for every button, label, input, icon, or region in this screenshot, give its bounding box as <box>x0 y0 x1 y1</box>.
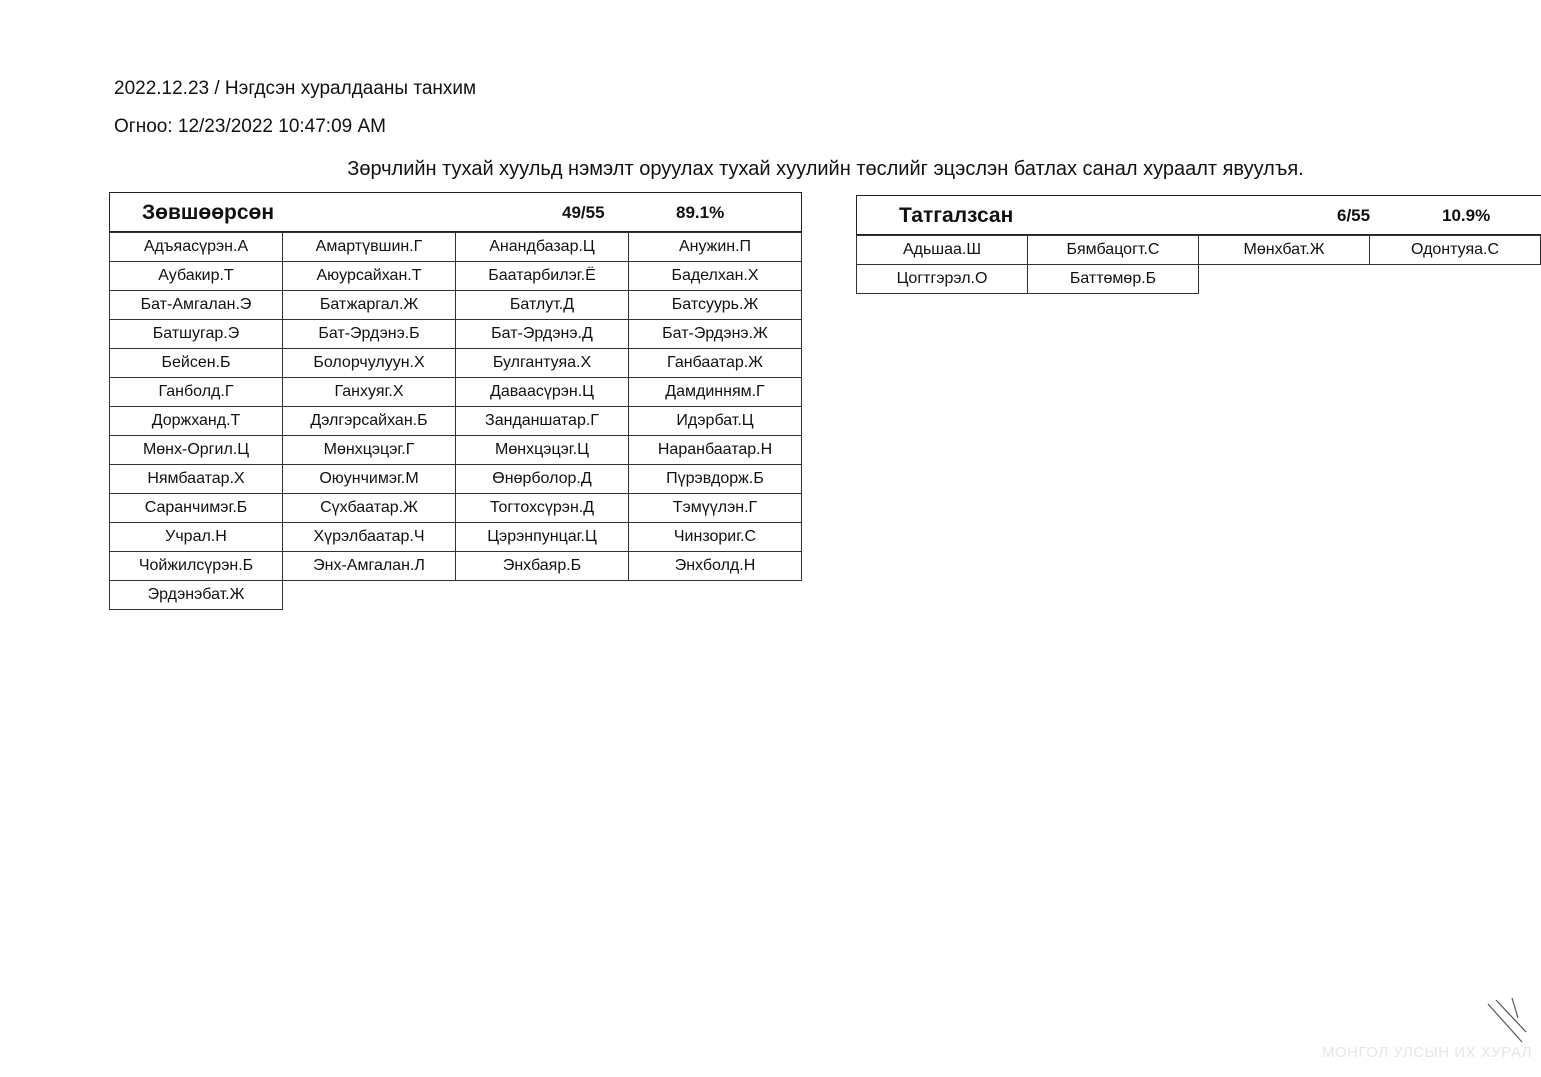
member-name: Бат-Эрдэнэ.Ж <box>629 320 802 349</box>
member-name: Дэлгэрсайхан.Б <box>283 407 456 436</box>
member-name: Идэрбат.Ц <box>629 407 802 436</box>
no-vote-header <box>856 195 1541 235</box>
table-row <box>110 523 802 552</box>
member-name: Мөнхцэцэг.Ц <box>456 436 629 465</box>
empty-cell <box>456 581 629 610</box>
table-row <box>110 494 802 523</box>
member-name: Энхбаяр.Б <box>456 552 629 581</box>
yes-names-table <box>109 232 802 610</box>
member-name: Мөнх-Оргил.Ц <box>110 436 283 465</box>
member-name: Болорчулуун.Х <box>283 349 456 378</box>
table-row <box>110 552 802 581</box>
member-name: Учрал.Н <box>110 523 283 552</box>
member-name: Батлут.Д <box>456 291 629 320</box>
yes-vote-percent: 89.1% <box>676 203 725 222</box>
no-vote-percent: 10.9% <box>1442 206 1491 225</box>
member-name: Цогтгэрэл.О <box>857 265 1028 294</box>
member-name: Аюурсайхан.Т <box>283 262 456 291</box>
member-name: Анужин.П <box>629 233 802 262</box>
table-row <box>857 236 1541 265</box>
table-row <box>110 291 802 320</box>
watermark: МОНГОЛ УЛСЫН ИХ ХУРАЛ <box>1322 1044 1532 1061</box>
table-row <box>857 265 1541 294</box>
member-name: Цэрэнпунцаг.Ц <box>456 523 629 552</box>
table-row <box>110 233 802 262</box>
member-name: Занданшатар.Г <box>456 407 629 436</box>
member-name: Анандбазар.Ц <box>456 233 629 262</box>
member-name: Даваасүрэн.Ц <box>456 378 629 407</box>
table-row <box>110 465 802 494</box>
member-name: Батсуурь.Ж <box>629 291 802 320</box>
member-name: Пүрэвдорж.Б <box>629 465 802 494</box>
yes-vote-header <box>109 192 802 232</box>
member-name: Наранбаатар.Н <box>629 436 802 465</box>
member-name: Мөнхбат.Ж <box>1199 236 1370 265</box>
yes-vote-title: Зөвшөөрсөн <box>142 201 275 224</box>
no-vote-count: 6/55 <box>1337 206 1371 225</box>
member-name: Өнөрболор.Д <box>456 465 629 494</box>
member-name: Бат-Амгалан.Э <box>110 291 283 320</box>
table-row <box>110 378 802 407</box>
member-name: Адьшаа.Ш <box>857 236 1028 265</box>
member-name: Энхболд.Н <box>629 552 802 581</box>
member-name: Саранчимэг.Б <box>110 494 283 523</box>
member-name: Баделхан.Х <box>629 262 802 291</box>
member-name: Хүрэлбаатар.Ч <box>283 523 456 552</box>
member-name: Амартүвшин.Г <box>283 233 456 262</box>
table-row <box>110 436 802 465</box>
member-name: Баатарбилэг.Ё <box>456 262 629 291</box>
member-name: Ганбаатар.Ж <box>629 349 802 378</box>
empty-cell <box>629 581 802 610</box>
member-name: Дамдинням.Г <box>629 378 802 407</box>
member-name: Бат-Эрдэнэ.Б <box>283 320 456 349</box>
pen-mark-icon <box>1482 996 1532 1052</box>
no-vote-title: Татгалзсан <box>899 204 1014 227</box>
member-name: Одонтуяа.С <box>1370 236 1541 265</box>
member-name: Бат-Эрдэнэ.Д <box>456 320 629 349</box>
member-name: Бямбацогт.С <box>1028 236 1199 265</box>
member-name: Чойжилсүрэн.Б <box>110 552 283 581</box>
empty-cell <box>283 581 456 610</box>
member-name: Сүхбаатар.Ж <box>283 494 456 523</box>
table-row <box>110 349 802 378</box>
member-name: Баттөмөр.Б <box>1028 265 1199 294</box>
table-row <box>110 407 802 436</box>
member-name: Чинзориг.С <box>629 523 802 552</box>
member-name: Булгантуяа.Х <box>456 349 629 378</box>
member-name: Адъяасүрэн.А <box>110 233 283 262</box>
member-name: Тэмүүлэн.Г <box>629 494 802 523</box>
member-name: Нямбаатар.Х <box>110 465 283 494</box>
table-row <box>110 320 802 349</box>
member-name: Эрдэнэбат.Ж <box>110 581 283 610</box>
table-row <box>110 262 802 291</box>
member-name: Бейсен.Б <box>110 349 283 378</box>
table-row <box>110 581 802 610</box>
member-name: Энх-Амгалан.Л <box>283 552 456 581</box>
no-names-table <box>856 235 1541 294</box>
member-name: Мөнхцэцэг.Г <box>283 436 456 465</box>
yes-vote-count: 49/55 <box>562 203 605 222</box>
member-name: Ганболд.Г <box>110 378 283 407</box>
member-name: Тогтохсүрэн.Д <box>456 494 629 523</box>
member-name: Доржханд.Т <box>110 407 283 436</box>
session-info: 2022.12.23 / Нэгдсэн хуралдааны танхим <box>114 78 477 99</box>
member-name: Аубакир.Т <box>110 262 283 291</box>
empty-cell <box>1370 265 1541 294</box>
motion-title: Зөрчлийн тухай хуульд нэмэлт оруулах тухай хуулийн төслийг эцэслэн батлах санал хураалт явуулъя. <box>347 158 1304 180</box>
member-name: Батжаргал.Ж <box>283 291 456 320</box>
vote-date: Огноо: 12/23/2022 10:47:09 AM <box>114 116 387 137</box>
member-name: Батшугар.Э <box>110 320 283 349</box>
member-name: Ганхуяг.Х <box>283 378 456 407</box>
member-name: Оюунчимэг.М <box>283 465 456 494</box>
empty-cell <box>1199 265 1370 294</box>
